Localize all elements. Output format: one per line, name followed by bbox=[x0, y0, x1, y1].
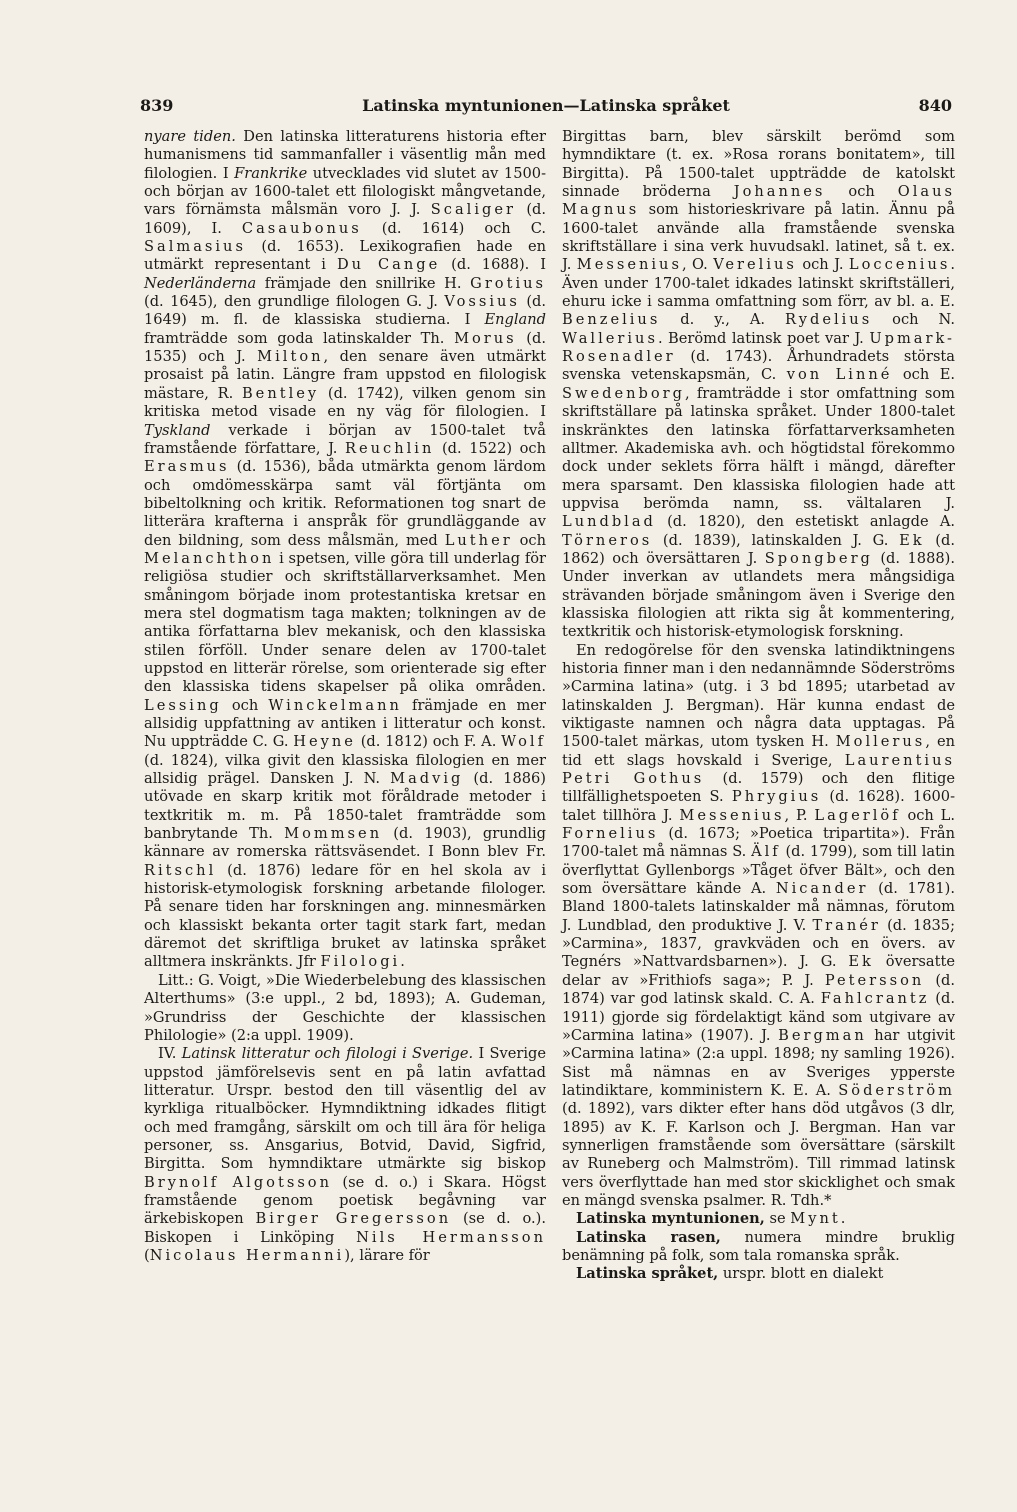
paragraph-sweden: IV. Latinsk litteratur och filologi i Sverige. I Sverige uppstod jämförelsevis sent en på latin avfattad litteratur. Urspr. bestod den till väsentlig del av kyrkliga ritualböcker. Hymndiktning idkades flitigt och med framgång, särskilt om och till ära för heliga personer, ss. Ansgarius, Botvid, David, Sigfrid, Birgitta. Som hymndiktare utmärkte sig biskop Brynolf Algotsson (se d. o.) i Skara. Högst framstående genom poetisk begåvning var ärkebiskopen Birger Gregersson (se d. o.). Biskopen i Linköping Nils Hermansson (Nicolaus Hermanni), lärare för bbox=[144, 1045, 546, 1264]
entry-headword: Latinska språket, bbox=[576, 1265, 719, 1283]
page-header bbox=[140, 96, 952, 120]
entry-headword: Latinska rasen, bbox=[576, 1228, 721, 1246]
cross-reference-link[interactable]: Mynt bbox=[790, 1210, 841, 1228]
author-signature: R. Tdh.* bbox=[770, 1191, 832, 1209]
paragraph-sweden-continued: Birgittas barn, blev särskilt berömd som hymndiktare (t. ex. »Rosa rorans bonitatem», till Birgitta). På 1500-talet uppträdde de katolskt sinnade bröderna Johannes och Olaus Magnus som historieskrivare på latin. Ännu på 1600-talet använde alla framstående svenska skriftställare i sina verk huvudsakl. latinet, så t. ex. J. Messenius, O. Verelius och J. Loccenius. Även under 1700-talet idkades latinskt skriftställeri, ehuru icke i samma omfattning som förr, av bl. a. E. Benzelius d. y., A. Rydelius och N. Wallerius. Berömd latinsk poet var J. Upmark-Rosenadler (d. 1743). Århundradets största svenska vetenskapsmän, C. von Linné och E. Swedenborg, framträdde i stor omfattning som skriftställare på latinska språket. Under 1800-talet inskränktes den latinska författarverksamheten alltmer. Akademiska avh. och högtidstal förekommo dock under seklets förra hälft i mängd, därefter mera sparsamt. Den klassiska filologien hade att uppvisa berömda namn, ss. vältalaren J. Lundblad (d. 1820), den estetiskt anlagde A. Törneros (d. 1839), latinskalden J. G. Ek (d. 1862) och översättaren J. Spongberg (d. 1888). Under inverkan av utlandets mera mångsidiga strävanden började småningom även i Sverige den klassiska filologien att rikta sig åt kommentering, textkritik och historisk-etymologisk forskning. bbox=[562, 128, 955, 641]
entry-latinska-rasen: Latinska rasen, numera mindre bruklig benämning på folk, som tala romanska språk. bbox=[562, 1228, 955, 1264]
left-page-number: 839 bbox=[140, 96, 174, 115]
paragraph-latin-poetry: En redogörelse för den svenska latindiktningens historia finner man i den nedannämnde Söderströms »Carmina latina» (utg. i 3 bd 1895; utarbetad av latinskalden J. Bergman). Här kunna endast de viktigaste namnen och några data upptagas. På 1500-talet märkas, utom tysken H. Mollerus, en tid ett slags hovskald i Sverige, Laurentius Petri Gothus (d. 1579) och den flitige tillfällighetspoeten S. Phrygius (d. 1628). 1600-talet tillhöra J. Messenius, P. Lagerlöf och L. Fornelius (d. 1673; »Poetica tripartita»). Från 1700-talet må nämnas S. Älf (d. 1799), som till latin överflyttat Gyllenborgs »Tåget öfver Bält», och den som översättare kände A. Nicander (d. 1781). Bland 1800-talets latinskalder må nämnas, förutom J. Lundblad, den produktive J. V. Tranér (d. 1835; »Carmina», 1837, gravkväden och en övers. av Tegnérs »Nattvardsbarnen»). J. G. Ek översatte delar av »Frithiofs saga»; P. J. Petersson (d. 1874) var god latinsk skald. C. A. Fahlcrantz (d. 1911) gjorde sig fördelaktigt känd som utgivare av »Carmina latina» (1907). J. Bergman har utgivit »Carmina latina» (2:a uppl. 1898; ny samling 1926). Sist må nämnas en av Sveriges ypperste latindiktare, komministern K. E. A. Söderström (d. 1892), vars dikter efter hans död utgåvos (3 dlr, 1895) av K. F. Karlson och J. Bergman. Han var synnerligen framstående som översättare (särskilt av Runeberg och Malmström). Till rimmad latinsk vers överflyttade han med stor skicklighet och smak en mängd svenska psalmer. R. Tdh.* bbox=[562, 641, 956, 1209]
right-column bbox=[562, 128, 955, 1284]
entry-latinska-spraket: Latinska språket, urspr. blott en dialekt bbox=[576, 1265, 884, 1283]
entry-headword: Latinska myntunionen, bbox=[576, 1210, 765, 1228]
right-page-number: 840 bbox=[918, 96, 952, 115]
running-title: Latinska myntunionen—Latinska språket bbox=[362, 96, 730, 115]
paragraph-literature: Litt.: G. Voigt, »Die Wiederbelebung des klassischen Alterthums» (3:e uppl., 2 bd, 1893); A. Gudeman, »Grundriss der Geschichte der klassischen Philologie» (2:a uppl. 1909). bbox=[144, 971, 546, 1044]
paragraph-humanism: nyare tiden. Den latinska litteraturens historia efter humanismens tid sammanfaller i väsentlig mån med filologien. I Frankrike utvecklades vid slutet av 1500- och början av 1600-talet ett filologiskt mångvetande, vars förnämsta målsmän voro J. J. Scaliger (d. 1609), I. Casaubonus (d. 1614) och C. Salmasius (d. 1653). Lexikografien hade en utmärkt representant i Du Cange (d. 1688). I Nederländerna främjade den snillrike H. Grotius (d. 1645), den grundlige filologen G. J. Vossius (d. 1649) m. fl. de klassiska studierna. I England framträdde som goda latinskalder Th. Morus (d. 1535) och J. Milton, den senare även utmärkt prosaist på latin. Längre fram uppstod en filologisk mästare, R. Bentley (d. 1742), vilken genom sin kritiska metod visade en ny väg för filologien. I Tyskland verkade i början av 1500-talet två framstående författare, J. Reuchlin (d. 1522) och Erasmus (d. 1536), båda utmärkta genom lärdom och omdömesskärpa samt väl förtjänta om bibeltolkning och kritik. Reformationen tog snart de litterära krafterna i anspråk för grundläggande av den bildning, som dess målsmän, med Luther och Melanchthon i spetsen, ville göra till underlag för religiösa studier och skriftställarverksamhet. Men småningom började inom protestantiska kretsar en mera stel dogmatism taga makten; tolkningen av de antika författarna blev mekanisk, och den klassiska stilen förföll. Under senare delen av 1700-talet uppstod en litterär rörelse, som orienterade sig efter den klassiska tidens skapelser på olika områden. Lessing och Winckelmann främjade en mer allsidig uppfattning av antiken i litteratur och konst. Nu uppträdde C. G. Heyne (d. 1812) och F. A. Wolf (d. 1824), vilka givit den klassiska filologien en mer allsidig prägel. Dansken J. N. Madvig (d. 1886) utövade en skarp kritik mot föråldrade metoder i textkritik m. m. På 1850-talet framträdde som banbrytande Th. Mommsen (d. 1903), grundlig kännare av romerska rättsväsendet. I Bonn blev Fr. Ritschl (d. 1876) ledare för en hel skola av i historisk-etymologisk forskning arbetande filologer. På senare tiden har forskningen ang. minnesmärken och klassiskt bekanta orter tagit stark fart, medan däremot det skriftliga bruket av latinska språket alltmera inskränkts. Jfr Filologi. bbox=[144, 128, 547, 971]
left-column bbox=[144, 128, 546, 1265]
entry-latinska-myntunionen: Latinska myntunionen, se Mynt. bbox=[576, 1210, 846, 1228]
